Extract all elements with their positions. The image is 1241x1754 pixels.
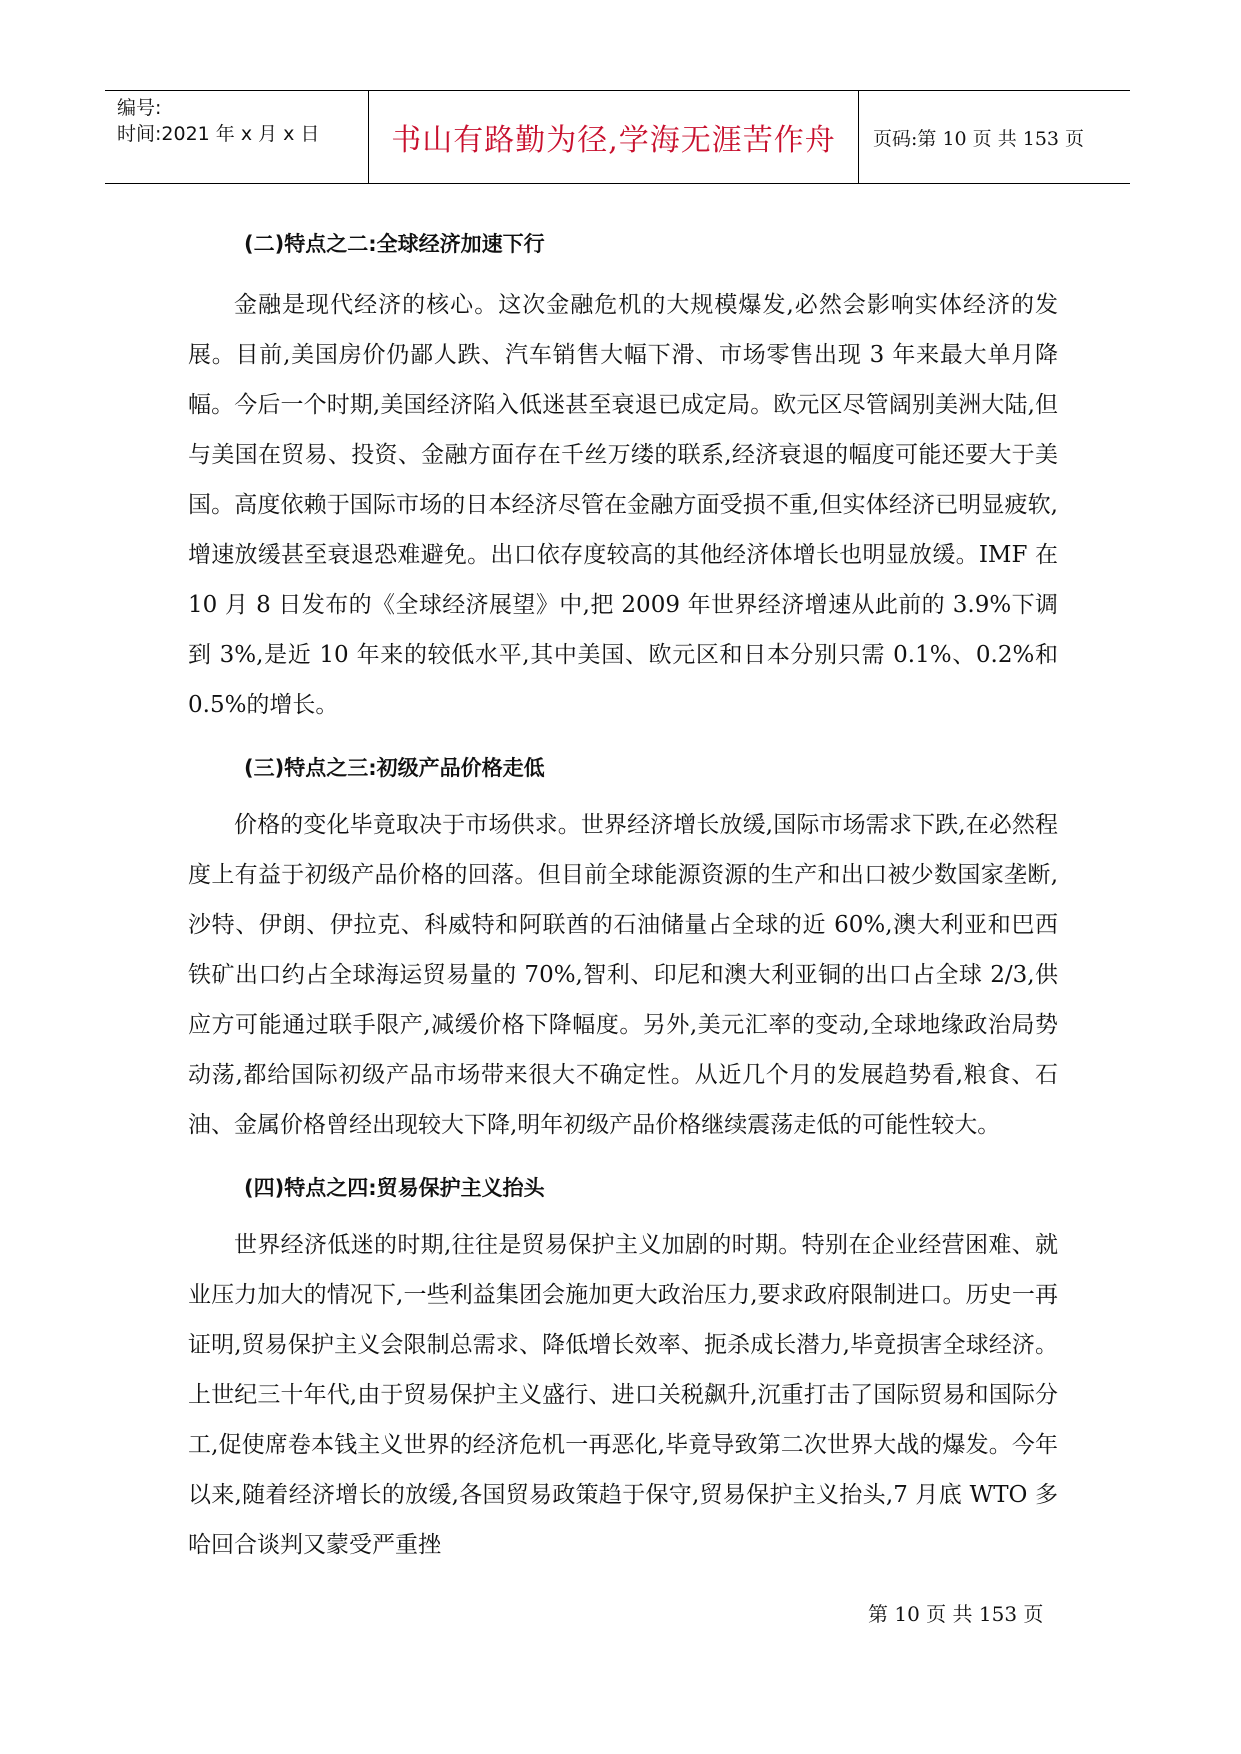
- document-number-label: 编号:: [117, 97, 162, 119]
- document-header: [105, 90, 1130, 184]
- document-time-label: 时间:2021 年 x 月 x 日: [117, 123, 320, 145]
- header-meta-cell: [105, 91, 369, 183]
- section-heading-4: (四)特点之四:贸易保护主义抬头: [244, 1176, 545, 1200]
- section-heading-3: (三)特点之三:初级产品价格走低: [244, 756, 545, 780]
- section-paragraph-3: 价格的变化毕竟取决于市场供求。世界经济增长放缓,国际市场需求下跌,在必然程度上有益于初级产品价格的回落。但目前全球能源资源的生产和出口被少数国家垄断,沙特、伊朗、伊拉克、科威特和阿联酋的石油储量占全球的近 60%,澳大利亚和巴西铁矿出口约占全球海运贸易量的 70%,智利、印尼和澳大利亚铜的出口占全球 2/3,供应方可能通过联手限产,减缓价格下降幅度。另外,美元汇率的变动,全球地缘政治局势动荡,都给国际初级产品市场带来很大不确定性。从近几个月的发展趋势看,粮食、石油、金属价格曾经出现较大下降,明年初级产品价格继续震荡走低的可能性较大。: [188, 812, 1058, 1138]
- section-heading-2: (二)特点之二:全球经济加速下行: [244, 232, 545, 256]
- header-page-info: 页码:第 10 页 共 153 页: [873, 127, 1085, 150]
- section-paragraph-2: 金融是现代经济的核心。这次金融危机的大规模爆发,必然会影响实体经济的发展。目前,美国房价仍鄙人跌、汽车销售大幅下滑、市场零售出现 3 年来最大单月降幅。今后一个时期,美国经济陷入低迷甚至衰退已成定局。欧元区尽管阔别美洲大陆,但与美国在贸易、投资、金融方面存在千丝万缕的联系,经济衰退的幅度可能还要大于美国。高度依赖于国际市场的日本经济尽管在金融方面受损不重,但实体经济已明显疲软,增速放缓甚至衰退恐难避免。出口依存度较高的其他经济体增长也明显放缓。IMF 在 10 月 8 日发布的《全球经济展望》中,把 2009 年世界经济增速从此前的 3.9%下调到 3%,是近 10 年来的较低水平,其中美国、欧元区和日本分别只需 0.1%、0.2%和 0.5%的增长。: [188, 292, 1058, 718]
- header-page-cell: [859, 91, 1130, 183]
- header-motto: 书山有路勤为径,学海无涯苦作舟: [391, 123, 836, 158]
- section-paragraph-4: 世界经济低迷的时期,往往是贸易保护主义加剧的时期。特别在企业经营困难、就业压力加大的情况下,一些利益集团会施加更大政治压力,要求政府限制进口。历史一再证明,贸易保护主义会限制总需求、降低增长效率、扼杀成长潜力,毕竟损害全球经济。上世纪三十年代,由于贸易保护主义盛行、进口关税飙升,沉重打击了国际贸易和国际分工,促使席卷本钱主义世界的经济危机一再恶化,毕竟导致第二次世界大战的爆发。今年以来,随着经济增长的放缓,各国贸易政策趋于保守,贸易保护主义抬头,7 月底 WTO 多哈回合谈判又蒙受严重挫: [188, 1232, 1058, 1558]
- document-body: [188, 230, 1058, 1593]
- header-motto-cell: [369, 91, 859, 183]
- page-footer: 第 10 页 共 153 页: [868, 1602, 1044, 1626]
